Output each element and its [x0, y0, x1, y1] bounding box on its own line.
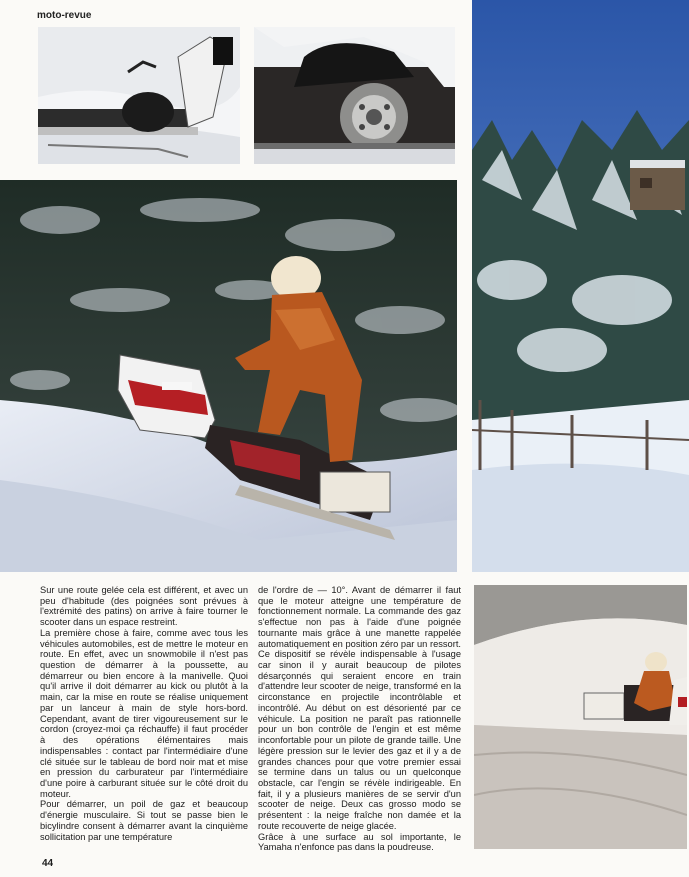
article-paragraph: Sur une route gelée cela est différent, et avec un peu d'habitude (des poignées sont prévues à l'extrémité des patins) on arrive à faire tourner le scooter dans un espace restreint. — [40, 585, 248, 628]
article-paragraph: La première chose à faire, comme avec tous les véhicules automobiles, est de mettre le moteur en route. En effet, avec un snowmobile il n'est pas question de démarrer à la poussette, au démarreur ou bien encore à la manivelle. Quoi qu'il arrive il doit démarrer au kick ou plutôt à la main, car la mise en route se réalise uniquement par un lanceur à main de style hors-bord. Cependant, avant de tirer vigoureusement sur le cordon (croyez-moi ça réchauffe) il faut procéder à des opérations élémentaires mais indispensables : contact par l'intermédiaire d'une clé située sur le tableau de bord noir mat et mise en pression du carburateur par l'intermédiaire d'une poire à carburant située sur le côté droit du moteur. — [40, 627, 248, 799]
photo-main-rider — [0, 180, 457, 572]
article-column-left — [40, 585, 248, 842]
photo-snowmobile-side — [38, 27, 240, 164]
photo-snowy-forest — [472, 0, 689, 572]
photo-engine-closeup — [254, 27, 455, 164]
magazine-name: moto-revue — [37, 10, 92, 21]
article-paragraph: Grâce à une surface au sol importante, le Yamaha n'enfonce pas dans la poudreuse. — [258, 831, 461, 853]
article-column-right — [258, 585, 461, 853]
photo-rider-snowfield — [474, 585, 687, 849]
article-paragraph: de l'ordre de — 10°. Avant de démarrer il faut que le moteur atteigne une température de fonctionnement normale. La commande des gaz s'effectue non pas à l'aide d'une poignée tournante mais grâce à une manette rappelée automatiquement en position zéro par un ressort. Ce dispositif se révèle indispensable à l'usage car sinon il y aurait beaucoup de pilotes désarçonnés qui seraient encore en train d'attendre leur scooter de neige, transformé en la circonstance en projectile incontrôlable et incontrôlé. Au début on est désorienté par ce véhicule. La position ne paraît pas rationnelle pour un bon contrôle de l'engin et est même inconfortable pour un pilote de grande taille. Une légère pression sur le levier des gaz et il y a de grandes chances pour que votre premier essai se termine dans un talus ou un quelconque obstacle, car l'engin se révèle indirigeable. En fait, il y a plusieurs manières de se servir d'un scooter de neige. Deux cas grosso modo se présentent : la neige fraîche non damée et la route recouverte de neige glacée. — [258, 585, 461, 831]
article-paragraph: Pour démarrer, un poil de gaz et beaucoup d'énergie musculaire. Si tout se passe bien le bicylindre consent à démarrer avant la cinquième sollicitation par une température — [40, 799, 248, 842]
page-number: 44 — [42, 858, 54, 869]
